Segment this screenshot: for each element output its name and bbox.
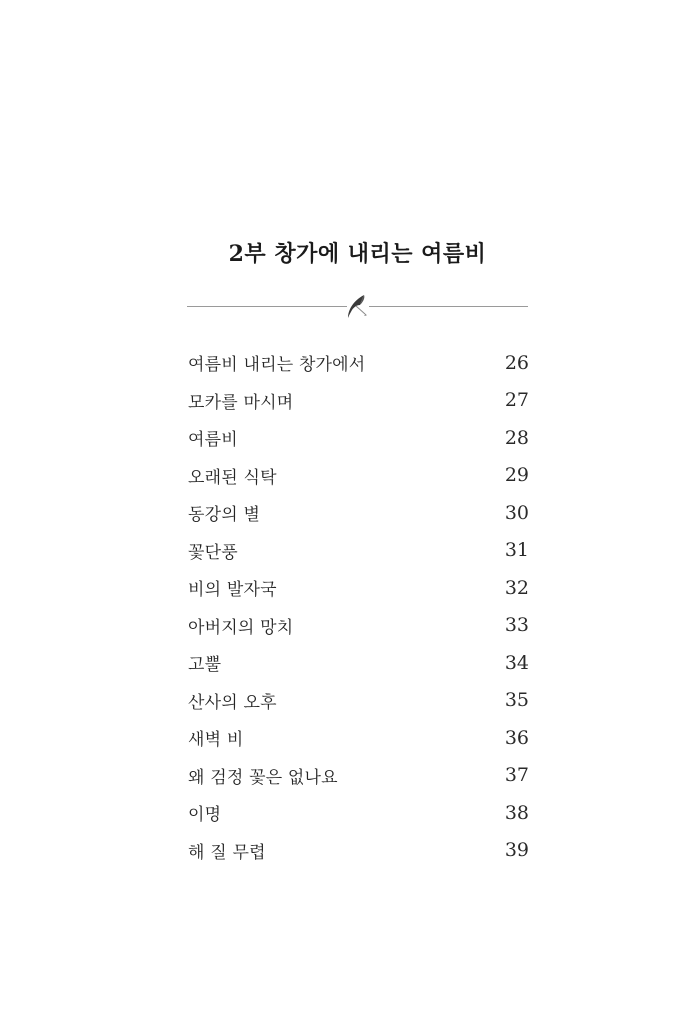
toc-entry-page: 38 [504,801,529,824]
toc-entry[interactable] [188,757,529,795]
toc-entry-title: 꽃단풍 [188,542,238,563]
toc-entry-page: 30 [504,501,529,524]
toc-entry-title: 고뿔 [188,655,222,676]
toc-entry[interactable] [188,832,529,870]
toc-entry-page: 29 [504,464,529,487]
table-of-contents [188,344,529,869]
toc-entry[interactable] [188,494,529,532]
toc-entry-title: 이명 [188,805,222,826]
toc-entry-title: 오래된 식탁 [188,467,277,488]
toc-entry-page: 39 [504,839,529,862]
toc-entry-page: 35 [504,689,529,712]
toc-entry-page: 28 [504,426,529,449]
toc-entry-title: 왜 검정 꽃은 없나요 [188,767,338,788]
toc-entry-page: 31 [504,539,529,562]
toc-entry-title: 비의 발자국 [188,580,277,601]
toc-entry-title: 산사의 오후 [188,692,277,713]
toc-entry[interactable] [188,644,529,682]
toc-entry-page: 34 [504,651,529,674]
toc-entry-page: 26 [504,351,529,374]
toc-entry[interactable] [188,344,529,382]
toc-entry[interactable] [188,794,529,832]
toc-entry-page: 32 [504,576,529,599]
toc-entry-page: 36 [504,726,529,749]
toc-entry[interactable] [188,532,529,570]
toc-entry[interactable] [188,419,529,457]
toc-entry[interactable] [188,382,529,420]
toc-entry-title: 해 질 무렵 [188,842,266,863]
toc-entry-title: 모카를 마시며 [188,392,294,413]
title-divider [187,292,528,320]
toc-entry-title: 여름비 [188,430,238,451]
divider-line-right [369,306,528,307]
toc-entry-title: 여름비 내리는 창가에서 [188,355,366,376]
toc-entry[interactable] [188,719,529,757]
toc-entry-title: 새벽 비 [188,730,244,751]
toc-entry-title: 동강의 별 [188,505,261,526]
umbrella-icon [345,292,371,320]
toc-entry-page: 37 [504,764,529,787]
toc-entry-title: 아버지의 망치 [188,617,294,638]
toc-entry[interactable] [188,682,529,720]
part-title: 2부 창가에 내리는 여름비 [228,241,487,267]
toc-entry[interactable] [188,607,529,645]
toc-entry-page: 27 [504,389,529,412]
divider-line-left [187,306,347,307]
toc-entry-page: 33 [504,614,529,637]
toc-entry[interactable] [188,569,529,607]
toc-entry[interactable] [188,457,529,495]
